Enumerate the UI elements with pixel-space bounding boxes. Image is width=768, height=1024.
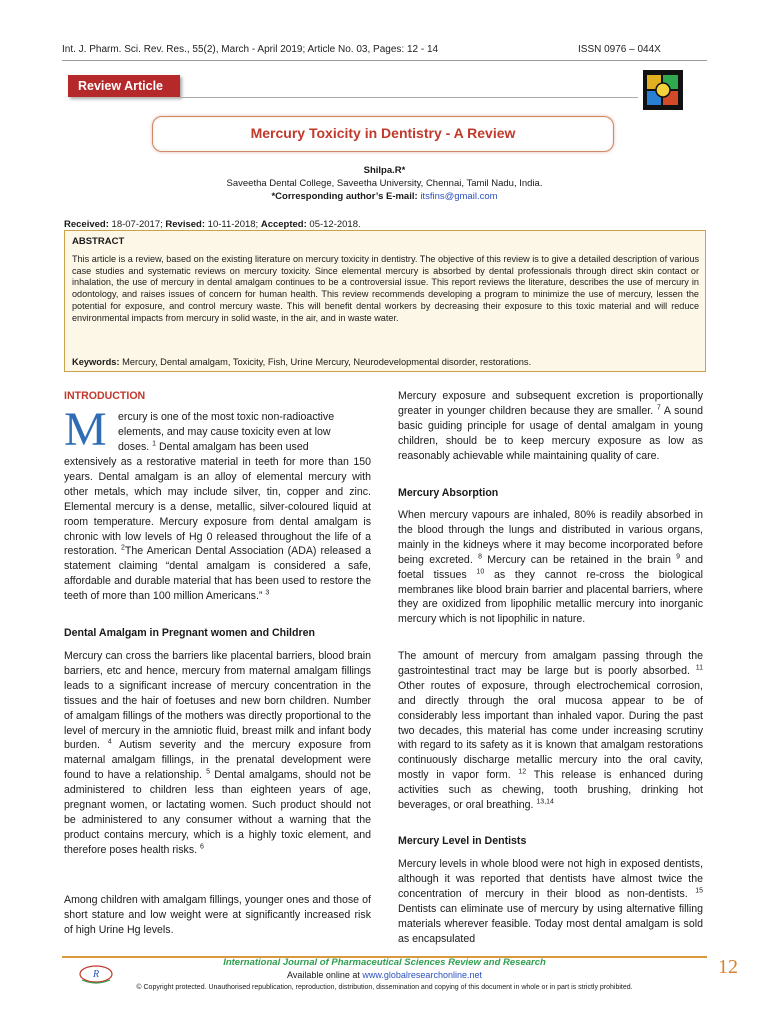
section-heading-absorption: Mercury Absorption [398,487,499,499]
journal-logo-icon [643,70,683,110]
citation-13-14: 13,14 [536,798,554,806]
article-type-badge: Review Article [68,75,180,97]
introduction-heading: INTRODUCTION [64,390,146,402]
citation-15: 15 [695,887,703,895]
intro-paragraph-text: extensively as a restorative material in teeth for more than 150 years. Dental amalgam is an alloy of elemental mercury with other metals, which may include silver, tin, copper and zinc. Elemental mercury is a dense, metallic, silver-coloured liquid at room temperature. Mercury exposure from dental amalgam is chronic with low levels of Hg 0 released throughout the life of a restoration. [64,456,371,558]
revised-date: 10-11-2018; [207,219,259,230]
intro-paragraph-ada: The American Dental Association (ADA) released a statement claiming “dental amalgam is considered a safe, affordable and durable material that has been used to restore the teeth of more than 100 million Americans.” [64,545,371,603]
footer-availability [62,970,707,980]
pregnant-text-b: Autism severity and the mercury exposure from maternal amalgam fillings, in the prenatal development were found to have a relationship. [64,739,371,782]
accepted-date: 05-12-2018. [309,219,361,230]
section-heading-dentists: Mercury Level in Dentists [398,835,527,847]
article-dates [64,219,361,230]
pregnant-paragraph [64,649,371,858]
journal-citation: Int. J. Pharm. Sci. Rev. Res., 55(2), March - April 2019; Article No. 03, Pages: 12 - 14 [62,44,439,55]
absorption-paragraph [398,508,703,627]
citation-8: 8 [478,553,482,561]
citation-7: 7 [656,404,661,412]
abstract-heading: ABSTRACT [72,236,125,247]
dentists-paragraph [398,857,703,946]
citation-2: 2 [121,544,125,552]
exposure-text-b: A sound basic guiding principle for usage of dental amalgam in young children, should be to keep mercury exposure as low as reasonably achievable while maintaining quality of care. [398,404,703,462]
svg-text:R: R [92,969,100,980]
keywords-list: Mercury, Dental amalgam, Toxicity, Fish, Urine Mercury, Neurodevelopmental disorder, restorations. [122,357,532,367]
keywords-label: Keywords: [72,357,120,367]
accepted-label: Accepted: [260,219,307,230]
intro-paragraph [64,455,371,604]
author-email[interactable]: itsfins@gmail.com [420,191,498,202]
gi-tract-paragraph [398,649,703,813]
author-affiliation: Saveetha Dental College, Saveetha University, Chennai, Tamil Nadu, India. [226,178,543,189]
citation-5: 5 [206,768,211,776]
footer-online-label: Available online at [287,970,360,980]
absorption-text-d: as they cannot re-cross the biological membranes like blood brain barrier and placental barriers, where they are oxidized from lipophilic metallic mercury into inorganic mercury which is not lipophilic in nature. [398,568,703,626]
article-title: Mercury Toxicity in Dentistry - A Review [250,125,516,141]
citation-10: 10 [476,568,485,576]
author-name: Shilpa.R* [363,165,406,176]
corresponding-author [62,191,707,202]
drop-cap: M [64,403,107,456]
citation-1: 1 [152,440,157,448]
citation-9: 9 [676,553,681,561]
intro-line-3 [118,440,371,455]
absorption-text-b: Mercury can be retained in the brain [481,553,671,566]
citation-4: 4 [107,738,112,746]
page-number: 12 [718,956,738,978]
absorption-text-c: and foetal tissues [398,553,703,581]
badge-divider [180,97,638,98]
gi-text-a: The amount of mercury from amalgam passing through the gastrointestinal tract may be large but is poorly absorbed. [398,650,703,677]
pregnant-text-a: Mercury can cross the barriers like placental barriers, blood brain barriers, etc and hence, mercury from maternal amalgam fillings leads to a significant increase of mercury concentration in the tissues and the hair of foetuses and new born children. Number of amalgam fillings of the mothers was directly proportional to the level of mercury in the amniotic fluid, breast milk and infant body burden. [64,650,371,752]
abstract-text: This article is a review, based on the existing literature on mercury toxicity in dentistry. The objective of this review is to give a detailed description of various case studies and systematic reviews on mercury toxicity. Since elemental mercury is absorbed by dental professionals through direct skin contact or inhalation, the use of mercury in dental amalgam continues to be a controversial issue. This report reviews the literature, describes the use of mercury in odontology, and raises issues of concern for human health. This review recommends developing a program to minimize the use of mercury, lessen the potential for exposure, and control mercury waste. This will benefit dental workers by decreasing their exposure to this toxic material and will reduce environmental impacts from mercury in solid waste, in the air, and in waste water. [72,254,699,323]
absorption-text-a: When mercury vapours are inhaled, 80% is readily absorbed in the blood through the lungs and distributed in various organs, mainly in the kidneys where it may become incorporated before being excreted. [398,509,703,566]
intro-line-2: elements, and may cause toxicity even at low [118,426,331,438]
footer-journal-name: International Journal of Pharmaceutical Sciences Review and Research [223,957,546,968]
section-heading-pregnant: Dental Amalgam in Pregnant women and Children [64,627,315,639]
corresponding-label: *Corresponding author’s E-mail: [271,191,418,202]
citation-12: 12 [518,768,527,776]
received-date: 18-07-2017; [111,219,163,230]
gi-text-b: Other routes of exposure, through electrochemical corrosion, and directly through the oral mucosa appear to be of considerably less important than inhaled vapor. During the past two decades, this material has come under increasing scrutiny with regard to its safety as it is known that amalgam restorations continuously discharge metallic mercury into the oral cavity, mostly in vapor form. [398,679,703,782]
intro-line-3-start: doses. [118,441,150,453]
dentists-text-b: Dentists can eliminate use of mercury by using alternative filling materials wherever feasible. Today most dental amalgam is sold as encapsulated [398,902,703,945]
citation-3: 3 [265,589,270,597]
citation-11: 11 [695,664,703,672]
intro-line-1: ercury is one of the most toxic non-radioactive [118,411,335,423]
dentists-text-a: Mercury levels in whole blood were not high in exposed dentists, although it was reported that dentists have almost twice the concentration of mercury in their blood as non-dentists. [398,858,703,900]
footer-website-link[interactable]: www.globalresearchonline.net [362,970,482,980]
intro-line-3-rest: Dental amalgam has been used [156,441,309,453]
exposure-paragraph [398,389,703,464]
revised-label: Revised: [165,219,206,230]
exposure-text-a: Mercury exposure and subsequent excretion is proportionally greater in younger children because they are smaller. [398,390,703,417]
children-paragraph: Among children with amalgam fillings, younger ones and those of short stature and low weight were at significantly increased risk of high Urine Hg levels. [64,894,371,936]
header-divider [62,60,707,61]
keywords [72,357,699,367]
citation-6: 6 [200,843,204,851]
issn: ISSN 0976 – 044X [578,44,661,55]
footer-copyright: © Copyright protected. Unauthorised republication, reproduction, distribution, dissemination and copying of this document in whole or in part is strictly prohibited. [136,984,633,991]
received-label: Received: [64,219,109,230]
pregnant-text-c: Dental amalgams, should not be administered to children less than eighteen years of age, pregnant women, or lactating women. Such product should not be administered to any consumer without a warning that the product contains mercury, which is a highly toxic element, and therefore poses health risks. [64,769,371,856]
gi-text-c: This release is enhanced during activities such as chewing, tooth brushing, drinking hot beverages, or oral breathing. [398,769,703,812]
